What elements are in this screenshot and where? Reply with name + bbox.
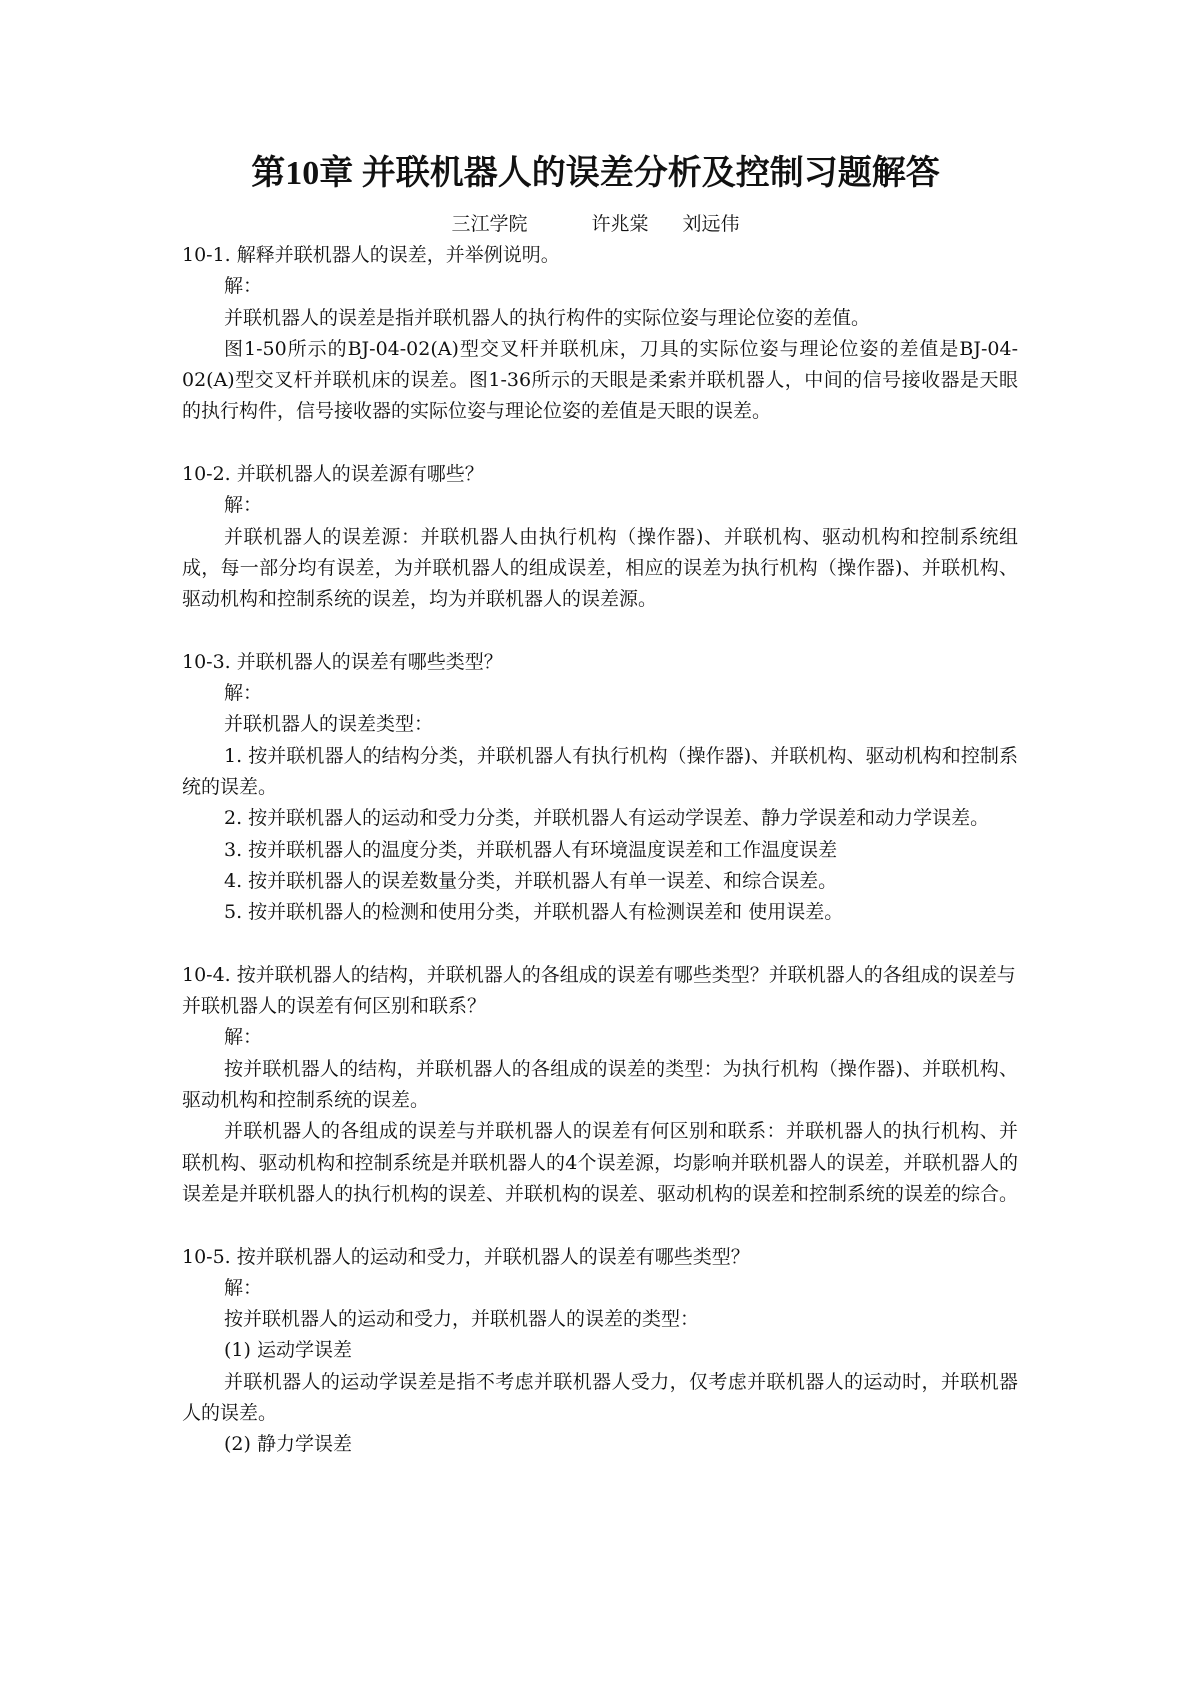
section-10-1 (182, 240, 1018, 428)
section-10-5 (182, 1242, 1018, 1461)
author-line (0, 210, 1191, 238)
document-body (182, 240, 1018, 1461)
answer-list-item: 3. 按并联机器人的温度分类，并联机器人有环境温度误差和工作温度误差 (224, 838, 838, 861)
answer-paragraph: 并联机器人的误差源：并联机器人由执行机构（操作器)、并联机构、驱动机构和控制系统组成，每一部分均有误差，为并联机器人的组成误差，相应的误差为执行机构（操作器)、并联机构、驱动机构和控制系统的误差，均为并联机器人的误差源。 (182, 525, 1018, 611)
author-name-1: 许兆棠 (591, 213, 649, 235)
answer-paragraph: 图1-50所示的BJ-04-02(A)型交叉杆并联机床，刀具的实际位姿与理论位姿的差值是BJ-04-02(A)型交叉杆并联机床的误差。图1-36所示的天眼是柔索并联机器人，中间的信号接收器是天眼的执行构件，信号接收器的实际位姿与理论位姿的差值是天眼的误差。 (182, 337, 1018, 423)
section-10-3 (182, 647, 1018, 929)
answer-subheading: (2) 静力学误差 (224, 1433, 352, 1456)
answer-list-item: 4. 按并联机器人的误差数量分类，并联机器人有单一误差、和综合误差。 (224, 869, 838, 892)
answer-list-item: 1. 按并联机器人的结构分类，并联机器人有执行机构（操作器)、并联机构、驱动机构和控制系统的误差。 (182, 744, 1018, 799)
answer-list-item: 2. 按并联机器人的运动和受力分类，并联机器人有运动学误差、静力学误差和动力学误差。 (224, 807, 990, 830)
question-text: 10-4. 按并联机器人的结构，并联机器人的各组成的误差有哪些类型？并联机器人的各组成的误差与并联机器人的误差有何区别和联系？ (182, 963, 1016, 1018)
section-10-2 (182, 459, 1018, 615)
question-text: 10-3. 并联机器人的误差有哪些类型？ (182, 650, 503, 673)
solution-label: 解： (224, 1026, 263, 1049)
answer-paragraph: 并联机器人的误差类型： (224, 713, 434, 736)
author-name-2: 刘远伟 (682, 213, 740, 235)
answer-paragraph: 并联机器人的运动学误差是指不考虑并联机器人受力，仅考虑并联机器人的运动时，并联机器人的误差。 (182, 1370, 1018, 1424)
answer-paragraph: 按并联机器人的结构，并联机器人的各组成的误差的类型：为执行机构（操作器)、并联机构、驱动机构和控制系统的误差。 (182, 1057, 1018, 1112)
question-text: 10-2. 并联机器人的误差源有哪些？ (182, 463, 484, 486)
solution-label: 解： (224, 494, 263, 517)
answer-list-item: 5. 按并联机器人的检测和使用分类，并联机器人有检测误差和 使用误差。 (224, 901, 844, 924)
solution-label: 解： (224, 1276, 263, 1299)
document-title: 第10章 并联机器人的误差分析及控制习题解答 (251, 155, 940, 192)
solution-label: 解： (224, 682, 263, 705)
answer-paragraph: 并联机器人的误差是指并联机器人的执行构件的实际位姿与理论位姿的差值。 (224, 306, 871, 329)
answer-paragraph: 按并联机器人的运动和受力，并联机器人的误差的类型： (224, 1308, 700, 1331)
question-text: 10-5. 按并联机器人的运动和受力，并联机器人的误差有哪些类型？ (182, 1245, 750, 1268)
section-10-4 (182, 960, 1018, 1210)
author-school: 三江学院 (451, 213, 528, 235)
answer-subheading: (1) 运动学误差 (224, 1339, 352, 1362)
solution-label: 解： (224, 275, 263, 298)
question-text: 10-1. 解释并联机器人的误差，并举例说明。 (182, 244, 560, 266)
answer-paragraph: 并联机器人的各组成的误差与并联机器人的误差有何区别和联系：并联机器人的执行机构、并联机构、驱动机构和控制系统是并联机器人的4个误差源，均影响并联机器人的误差，并联机器人的误差是并联机器人的执行机构的误差、并联机构的误差、驱动机构的误差和控制系统的误差的综合。 (182, 1120, 1019, 1205)
